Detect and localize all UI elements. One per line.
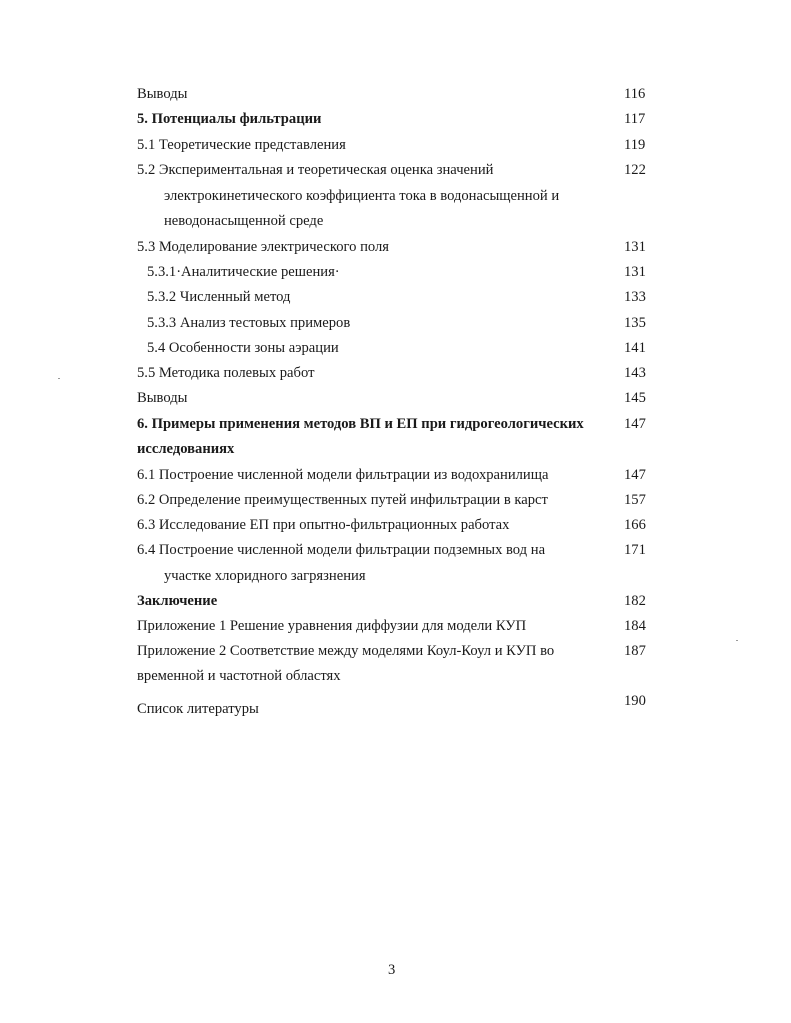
toc-entry-text: Список литературы: [137, 701, 259, 717]
toc-chapter-heading: 6. Примеры применения методов ВП и ЕП при гидрогеологических: [137, 416, 584, 432]
toc-entry-page: 145: [624, 390, 646, 406]
toc-entry-page: 147: [624, 416, 646, 432]
scan-speck: [58, 378, 60, 379]
page-number: 3: [388, 962, 396, 978]
scan-speck: [736, 640, 738, 641]
toc-entry-text: 6.3 Исследование ЕП при опытно-фильтрационных работах: [137, 517, 510, 533]
toc-subentry-text: 5.3.1·Аналитические решения·: [147, 264, 340, 280]
toc-entry-page: 116: [624, 86, 646, 102]
toc-entry-text: 6.2 Определение преимущественных путей инфильтрации в карст: [137, 492, 548, 508]
toc-entry-text: 5.3 Моделирование электрического поля: [137, 239, 389, 255]
toc-chapter-heading-continuation: исследованиях: [137, 441, 235, 457]
toc-entry-page: 122: [624, 162, 646, 178]
toc-entry-text: 6.4 Построение численной модели фильтрации подземных вод на: [137, 542, 546, 558]
toc-entry-continuation: неводонасыщенной среде: [164, 213, 324, 229]
toc-entry-page: 147: [624, 467, 646, 483]
toc-entry-page: 133: [624, 289, 646, 305]
toc-entry-text: Выводы: [137, 86, 188, 102]
toc-subentry-text: 5.3.3 Анализ тестовых примеров: [147, 315, 351, 331]
toc-subentry-text: 5.4 Особенности зоны аэрации: [147, 340, 339, 356]
toc-entry-continuation: электрокинетического коэффициента тока в водонасыщенной и: [164, 188, 560, 204]
toc-entry-page: 117: [624, 111, 646, 127]
toc-entry-text: 5.5 Методика полевых работ: [137, 365, 315, 381]
toc-entry-page: 131: [624, 264, 646, 280]
toc-entry-continuation: участке хлоридного загрязнения: [164, 568, 366, 584]
toc-entry-text: 5.2 Экспериментальная и теоретическая оценка значений: [137, 162, 494, 178]
toc-entry-page: 141: [624, 340, 646, 356]
toc-entry-page: 143: [624, 365, 646, 381]
toc-entry-page: 157: [624, 492, 646, 508]
toc-entry-page: 171: [624, 542, 646, 558]
toc-entry-page: 182: [624, 593, 646, 609]
toc-entry-text: Приложение 1 Решение уравнения диффузии для модели КУП: [137, 618, 527, 634]
toc-entry-text: 5.1 Теоретические представления: [137, 137, 346, 153]
toc-entry-page: 184: [624, 618, 646, 634]
toc-entry-text: 6.1 Построение численной модели фильтрации из водохранилища: [137, 467, 549, 483]
toc-entry-page: 166: [624, 517, 646, 533]
toc-chapter-heading: Заключение: [137, 593, 218, 609]
toc-entry-text: Выводы: [137, 390, 188, 406]
toc-entry-page: 187: [624, 643, 646, 659]
toc-entry-page: 135: [624, 315, 646, 331]
toc-entry-page: 119: [624, 137, 646, 153]
toc-subentry-text: 5.3.2 Численный метод: [147, 289, 291, 305]
toc-chapter-heading: 5. Потенциалы фильтрации: [137, 111, 322, 127]
toc-entry-page: 131: [624, 239, 646, 255]
toc-entry-continuation: временной и частотной областях: [137, 668, 341, 684]
toc-entry-text: Приложение 2 Соответствие между моделями Коул-Коул и КУП во: [137, 643, 555, 659]
toc-entry-page: 190: [624, 693, 646, 709]
